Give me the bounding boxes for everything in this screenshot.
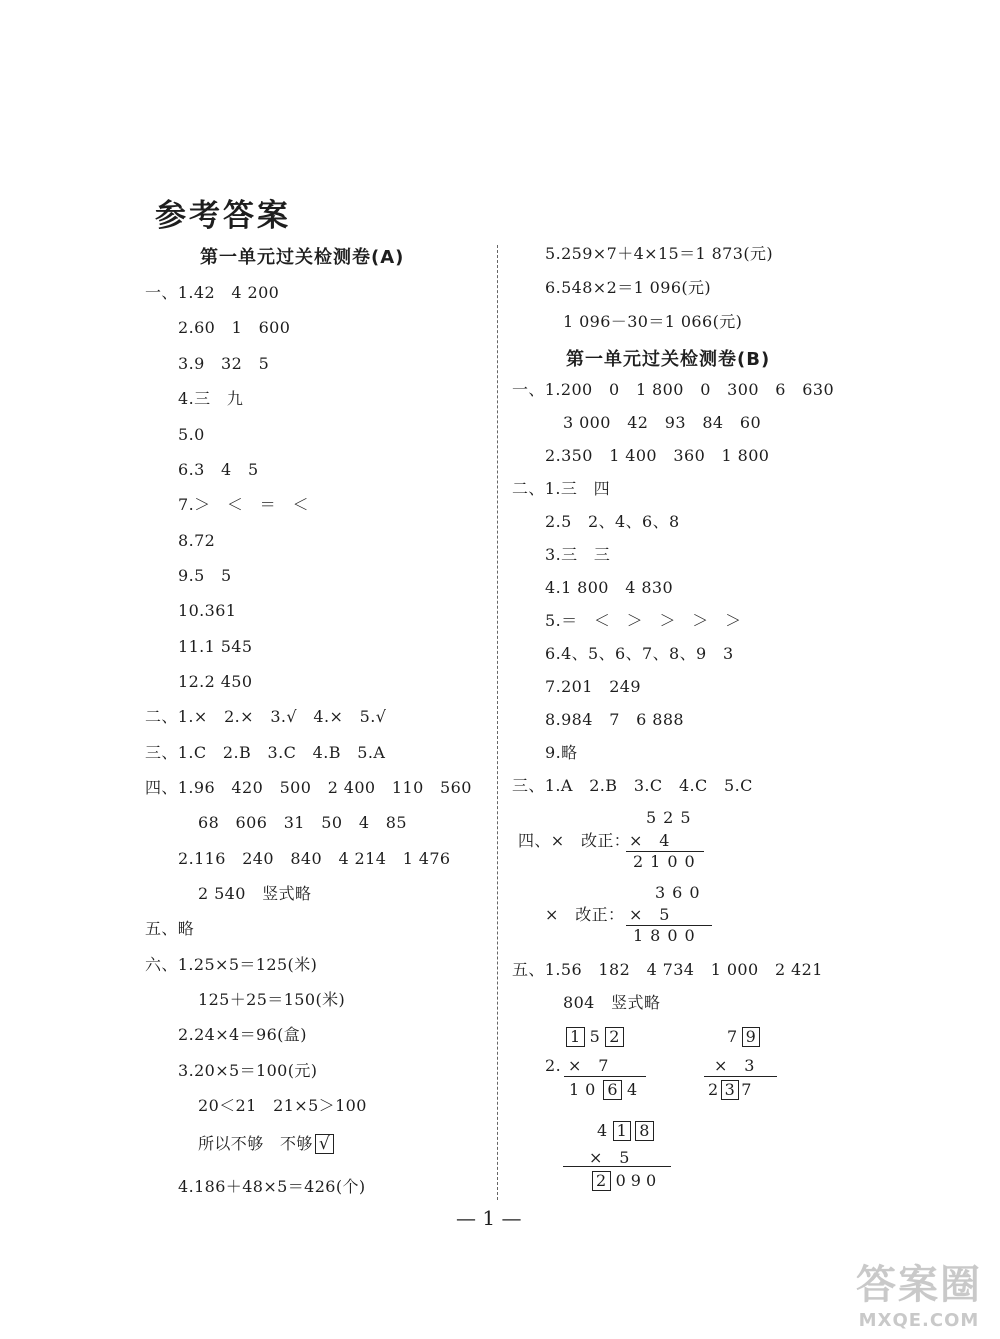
answer-line: 7.＞ ＜ ＝ ＜	[178, 495, 309, 514]
calc4-top	[727, 1027, 762, 1047]
calc5-digit: 4	[597, 1121, 608, 1140]
calc4-r1: 2	[708, 1080, 719, 1099]
calc3-r1: 10	[569, 1080, 602, 1099]
calc3-digit: 5	[589, 1027, 601, 1046]
calc5-result	[590, 1171, 661, 1191]
calc5-rule	[563, 1166, 671, 1167]
answer-line: 六、1.25×5＝125(米)	[145, 955, 318, 974]
calc3-mul: × 7	[568, 1056, 609, 1075]
calc2-top: 360	[655, 883, 707, 902]
answer-line: 8.984 7 6 888	[545, 710, 684, 729]
column-divider	[497, 245, 498, 1200]
calc4-rbox: 3	[721, 1080, 740, 1100]
answer-line: 4.186＋48×5＝426(个)	[178, 1177, 366, 1196]
calc5-rbox: 2	[592, 1171, 611, 1191]
watermark-title: 答案圈	[856, 1262, 982, 1308]
section-heading-b: 第一单元过关检测卷(B)	[566, 349, 771, 370]
answer-line: 20＜21 21×5＞100	[198, 1096, 367, 1115]
calc3-r2: 4	[626, 1080, 638, 1099]
answer-line: 7.201 249	[545, 677, 641, 696]
answer-line: 11.1 545	[178, 637, 253, 656]
answer-line: 2.350 1 400 360 1 800	[545, 446, 770, 465]
answer-line: 3 000 42 93 84 60	[563, 413, 762, 432]
answer-line: 6.4、5、6、7、8、9 3	[545, 644, 734, 663]
calc1-mul: × 4	[629, 831, 670, 850]
answer-line: 一、1.200 0 1 800 0 300 6 630	[512, 380, 835, 399]
answer-line: 1 096－30＝1 066(元)	[563, 312, 743, 331]
calc4-r2: 7	[741, 1080, 752, 1099]
answer-line: 9.5 5	[178, 566, 232, 585]
answer-line: 5.259×7＋4×15＝1 873(元)	[545, 244, 774, 263]
answer-line: 4.1 800 4 830	[545, 578, 674, 597]
calc3-box2: 2	[605, 1027, 624, 1047]
answer-line: 2.24×4＝96(盒)	[178, 1025, 307, 1044]
answer-line: 五、略	[145, 919, 195, 938]
answer-line	[198, 1134, 336, 1154]
answer-line: 5.0	[178, 425, 205, 444]
answer-line: 二、1.× 2.× 3.√ 4.× 5.√	[145, 707, 387, 726]
answer-line: 三、1.C 2.B 3.C 4.B 5.A	[145, 743, 386, 762]
answer-line: 五、1.56 182 4 734 1 000 2 421	[512, 960, 823, 979]
answer-line: 5.＝ ＜ ＞ ＞ ＞ ＞	[545, 611, 742, 630]
calc5-box2: 8	[635, 1121, 654, 1141]
calc4-result	[708, 1080, 752, 1100]
calc5-mul: × 5	[589, 1148, 630, 1167]
calc4-digit: 7	[727, 1027, 738, 1046]
calc5-top	[597, 1121, 656, 1141]
answer-line: 3.三 三	[545, 545, 611, 564]
answer-line: 一、1.42 4 200	[145, 283, 280, 302]
calc2-mul: × 5	[629, 905, 670, 924]
answer-line: 2 540 竖式略	[198, 884, 312, 903]
calc5-r2: 090	[615, 1171, 662, 1190]
answer-line: 2.116 240 840 4 214 1 476	[178, 849, 451, 868]
q5-2-label: 2.	[545, 1056, 562, 1075]
calc1-result: 2100	[633, 852, 702, 871]
check-mark-box: √	[315, 1134, 334, 1154]
answer-line: 3.9 32 5	[178, 354, 270, 373]
answer-line: 四、1.96 420 500 2 400 110 560	[145, 778, 472, 797]
page-number: — 1 —	[456, 1206, 522, 1230]
answer-line: 6.548×2＝1 096(元)	[545, 278, 712, 297]
calc3-top	[564, 1027, 626, 1047]
page-title: 参考答案	[155, 198, 291, 234]
answer-text: 所以不够 不够	[198, 1134, 313, 1153]
answer-line: 三、1.A 2.B 3.C 4.C 5.C	[512, 776, 753, 795]
q4-prefix: 四、× 改正：	[518, 831, 631, 850]
answer-line: 9.略	[545, 743, 578, 762]
calc4-box: 9	[742, 1027, 761, 1047]
answer-line: 10.361	[178, 601, 237, 620]
q4-second-prefix: × 改正：	[545, 905, 625, 924]
answer-line: 125＋25＝150(米)	[198, 990, 346, 1009]
watermark-url: MXQE.COM	[858, 1310, 980, 1331]
answer-line: 2.60 1 600	[178, 318, 291, 337]
calc4-mul: × 3	[714, 1056, 755, 1075]
answer-line: 804 竖式略	[563, 993, 661, 1012]
calc3-result	[569, 1080, 638, 1100]
calc3-rule	[564, 1076, 646, 1077]
calc1-top: 525	[646, 808, 698, 827]
answer-line: 68 606 31 50 4 85	[198, 813, 407, 832]
calc2-result: 1800	[633, 926, 702, 945]
answer-line: 二、1.三 四	[512, 479, 611, 498]
answer-line: 3.20×5＝100(元)	[178, 1061, 318, 1080]
calc3-box1: 1	[566, 1027, 585, 1047]
answer-line: 2.5 2、4、6、8	[545, 512, 680, 531]
answer-line: 4.三 九	[178, 389, 244, 408]
calc5-box1: 1	[613, 1121, 632, 1141]
answer-line: 12.2 450	[178, 672, 253, 691]
watermark-logo	[856, 1253, 982, 1331]
calc3-rbox: 6	[603, 1080, 622, 1100]
answer-line: 6.3 4 5	[178, 460, 259, 479]
calc4-rule	[704, 1076, 777, 1077]
section-heading-a: 第一单元过关检测卷(A)	[200, 247, 405, 268]
answer-line: 8.72	[178, 531, 216, 550]
